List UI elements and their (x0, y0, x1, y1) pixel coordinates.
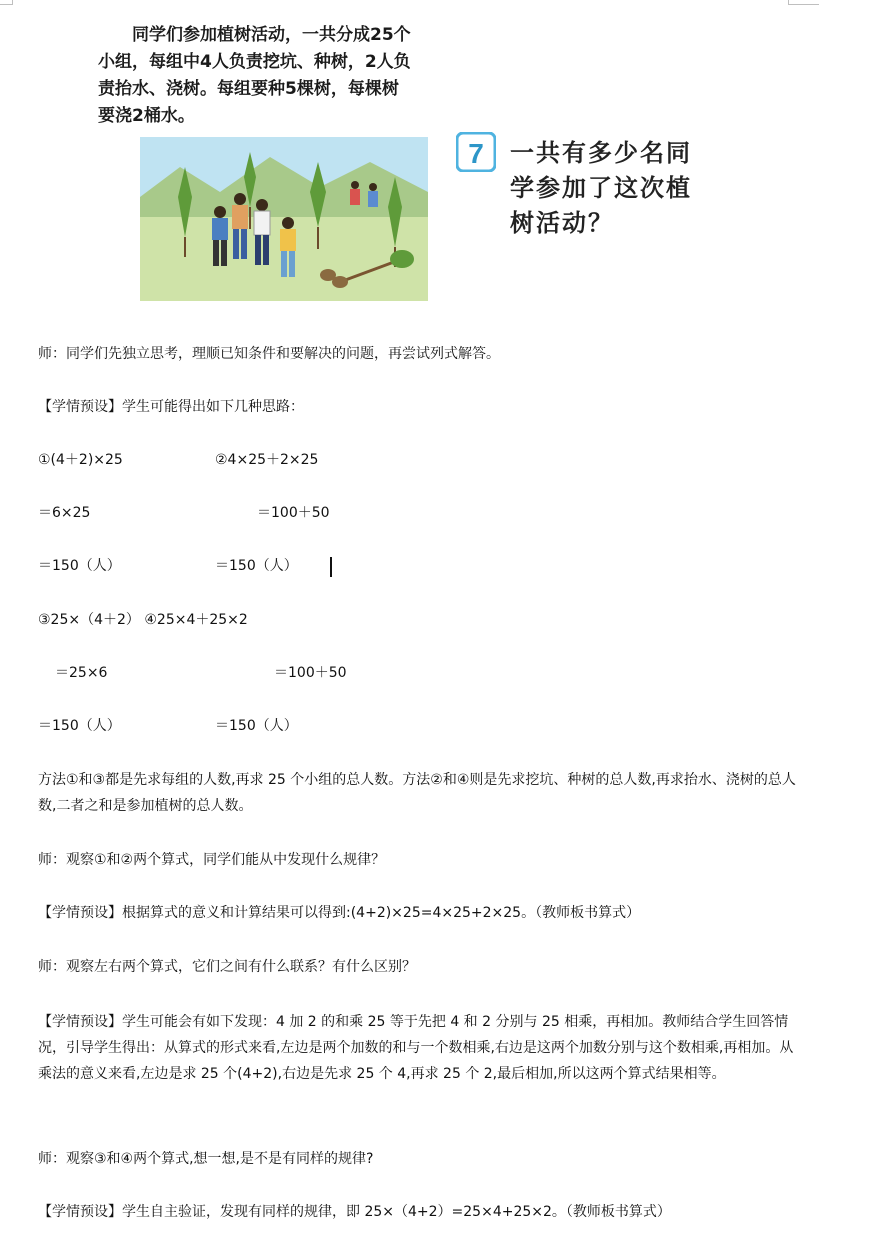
problem-number-badge (456, 132, 496, 172)
page-corner-mark-left (0, 0, 13, 5)
method-4-step-2: ＝100＋50 (274, 665, 347, 681)
question-line: 树活动？ (510, 209, 614, 237)
problem-line: 要浇2桶水。 (98, 106, 195, 126)
question-line: 一共有多少名同 (510, 139, 692, 167)
tree-planting-illustration (140, 137, 428, 301)
preset-3: 【学情预设】学生可能会有如下发现：4 加 2 的和乘 25 等于先把 4 和 2 分别与 25 相乘，再相加。教师结合学生回答情况，引导学生得出：从算式的形式来看,左边是两个加数的和与一个数相乘,右边是这两个加数分别与这个数相乘,再相加。从乘法的意义来看,左边是求 25 个(4+2),右边是先求 25 个 4,再求 25 个 2,最后相加,所以这两个算式结果相等。 (38, 1014, 794, 1082)
preset-intro: 【学情预设】学生可能得出如下几种思路： (38, 399, 304, 415)
question-text (510, 136, 740, 241)
method-1-step-1: ①(4＋2)×25 (38, 452, 123, 468)
question-line: 学参加了这次植 (510, 174, 692, 202)
method-2-result: ＝150（人） (215, 558, 298, 574)
method-4-result: ＝150（人） (215, 718, 298, 734)
method-1-result: ＝150（人） (38, 558, 121, 574)
method-2-step-2: ＝100＋50 (257, 505, 330, 521)
method-3-result: ＝150（人） (38, 718, 121, 734)
text-cursor (330, 557, 332, 577)
problem-line: 责抬水、浇树。每组要种5棵树，每棵树 (98, 79, 399, 99)
methods-3-4-step-1: ③25×（4＋2） ④25×4＋25×2 (38, 612, 248, 628)
page-corner-mark-right (788, 0, 819, 5)
teacher-prompt-1: 师：同学们先独立思考，理顺已知条件和要解决的问题，再尝试列式解答。 (38, 346, 500, 362)
preset-4: 【学情预设】学生自主验证，发现有同样的规律，即 25×（4+2）=25×4+25×2。（教师板书算式） (38, 1204, 671, 1220)
methods-explanation: 方法①和③都是先求每组的人数,再求 25 个小组的总人数。方法②和④则是先求挖坑、种树的总人数,再求抬水、浇树的总人数,二者之和是参加植树的总人数。 (38, 772, 796, 814)
teacher-prompt-2: 师：观察①和②两个算式，同学们能从中发现什么规律？ (38, 852, 386, 868)
teacher-prompt-3: 师：观察左右两个算式，它们之间有什么联系？有什么区别？ (38, 959, 416, 975)
problem-statement (98, 22, 474, 130)
preset-2: 【学情预设】根据算式的意义和计算结果可以得到:(4+2)×25=4×25+2×25。（教师板书算式） (38, 905, 641, 921)
method-1-step-2: ＝6×25 (38, 505, 91, 521)
problem-number: 7 (468, 138, 484, 169)
teacher-prompt-4: 师：观察③和④两个算式,想一想,是不是有同样的规律? (38, 1151, 374, 1167)
method-2-step-1: ②4×25＋2×25 (215, 452, 319, 468)
problem-line: 小组，每组中4人负责挖坑、种树，2人负 (98, 52, 411, 72)
method-3-step-2: ＝25×6 (55, 665, 108, 681)
problem-line: 同学们参加植树活动，一共分成25个 (132, 25, 411, 45)
